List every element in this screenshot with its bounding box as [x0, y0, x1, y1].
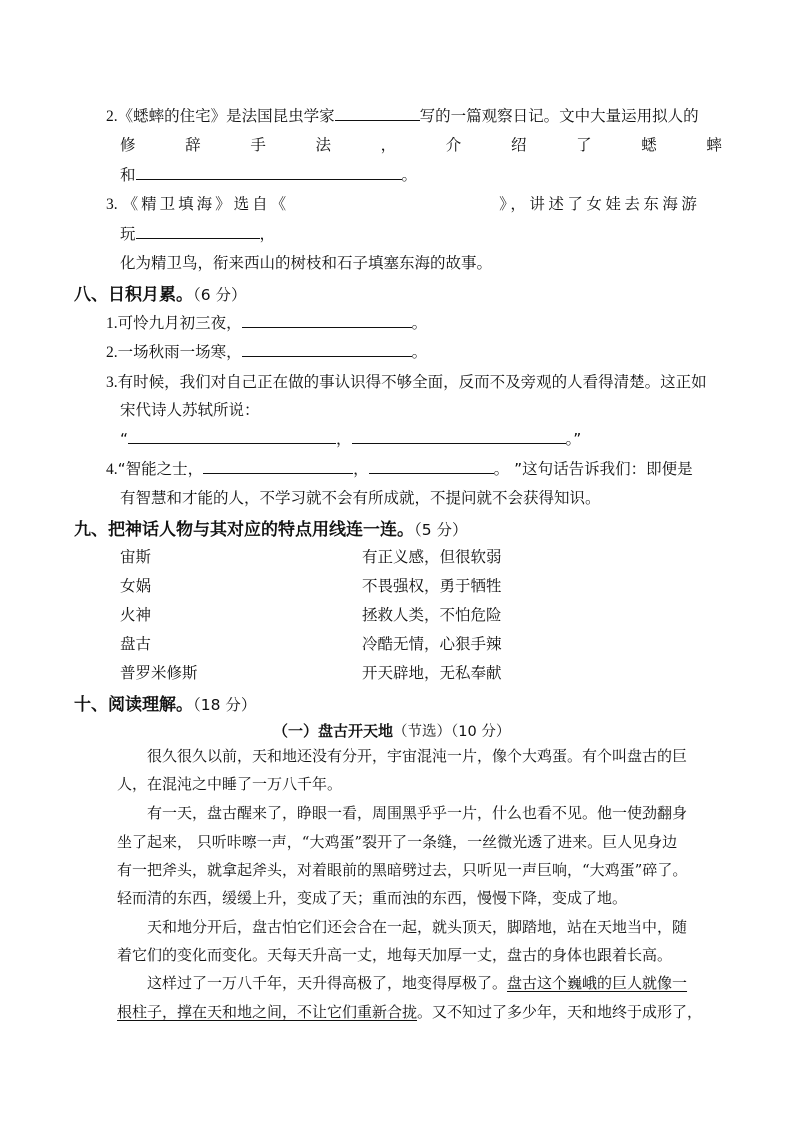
q7-item2-text-b: 写的一篇观察日记。文中大量运用拟人的 — [419, 107, 699, 125]
passage-line: 人，在混沌之中睡了一万八千年。 — [117, 775, 343, 793]
q9-left-item[interactable]: 宙斯 — [120, 548, 152, 566]
passage-line-9 — [147, 972, 687, 993]
q9-left-item[interactable]: 女娲 — [120, 577, 152, 595]
passage-line: 有一天，盘古醒来了，睁眼一看，周围黑乎乎一片，什么也看不见。他一使劲翻身 — [147, 804, 688, 822]
q10-heading — [74, 690, 256, 715]
q8-item4-close: 。 ”这句话告诉我们：即便是 — [493, 460, 693, 478]
passage-line: 轻而清的东西，缓缓上升，变成了天；重而浊的东西，慢慢下降，变成了地。 — [117, 889, 628, 907]
q7-item2-char: 介 — [445, 136, 462, 154]
passage-line-10 — [117, 1001, 702, 1022]
q7-item2-char: 了 — [576, 136, 592, 154]
q8-item1 — [106, 311, 427, 333]
q9-right-item[interactable]: 冷酷无情，心狠手辣 — [362, 635, 502, 653]
q7-item2-line3 — [120, 163, 417, 185]
q7-item2-line1 — [106, 104, 699, 126]
q8-heading — [74, 280, 247, 305]
passage-line: 着它们的变化而变化。天每天升高一丈，地每天加厚一丈，盘古的身体也跟着长高。 — [117, 946, 673, 964]
q7-item2-char: 绍 — [510, 136, 527, 154]
q10-passage-subtitle: （节选）（10 分） — [393, 724, 511, 740]
q9-right-item[interactable]: 开天辟地，无私奉献 — [362, 664, 502, 682]
q8-score: （6 分） — [193, 286, 247, 304]
q7-item2-blank-content[interactable] — [136, 165, 402, 180]
q7-item2-number: 2. — [106, 108, 118, 125]
q7-item3-text-b: 》，讲述了女娃去东海游 — [499, 195, 701, 213]
q8-title: 八、日积月累。 — [74, 285, 193, 305]
q10-passage-heading — [273, 720, 510, 741]
q7-item2-char: 蟀 — [706, 136, 722, 154]
q9-title: 九、把神话人物与其对应的特点用线连一连。 — [74, 520, 414, 540]
q8-item2-blank[interactable] — [242, 342, 412, 357]
q7-item2-text-a: 《蟋蟀的住宅》是法国昆虫学家 — [117, 107, 335, 125]
q7-item2-line2 — [120, 133, 722, 155]
q7-item3-number: 3. — [106, 196, 118, 213]
q8-item1-text: 可怜九月初三夜， — [117, 314, 242, 332]
q8-item3-comma: ， — [336, 430, 352, 448]
q10-score: （18 分） — [193, 696, 257, 714]
q8-item4-open: “智能之士， — [117, 460, 204, 478]
q8-item3-line2: 宋代诗人苏轼所说： — [120, 401, 260, 419]
q9-left-item[interactable]: 火神 — [120, 606, 152, 624]
passage-line-10-plain: 。又不知过了多少年，天和地终于成形了， — [417, 1003, 703, 1021]
q9-right-item[interactable]: 不畏强权，勇于牺牲 — [362, 577, 502, 595]
q9-left-item[interactable]: 盘古 — [120, 635, 152, 653]
passage-line: 坐了起来， 只听咔嚓一声，“大鸡蛋”裂开了一条缝，一丝微光透了进来。巨人见身边 — [117, 833, 678, 851]
q8-item2-text: 一场秋雨一场寒， — [117, 343, 242, 361]
q8-item1-number: 1. — [106, 315, 118, 332]
q9-score: （5 分） — [414, 521, 468, 539]
passage-line: 天和地分开后，盘古怕它们还会合在一起，就头顶天，脚踏地，站在天地当中，随 — [147, 918, 688, 936]
q8-item2-number: 2. — [106, 344, 118, 361]
passage-line-9-plain: 这样过了一万八千年，天升得高极了，地变得厚极了。 — [147, 974, 508, 992]
q8-item4-line1 — [106, 457, 693, 479]
q7-item3-text-a: 《精卫填海》选自《 — [122, 195, 290, 213]
q9-right-item[interactable]: 有正义感，但很软弱 — [362, 548, 502, 566]
q7-item2-char: 蟋 — [641, 136, 657, 154]
q7-item3-blank-event[interactable] — [136, 224, 260, 239]
passage-line: 有一把斧头，就拿起斧头，对着眼前的黑暗劈过去，只听见一声巨响，“大鸡蛋”碎了。 — [117, 861, 688, 879]
q8-item3-text: 有时候，我们对自己正在做的事认识得不够全面，反而不及旁观的人看得清楚。这正如 — [117, 373, 707, 391]
q9-right-item[interactable]: 拯救人类，不怕危险 — [362, 606, 502, 624]
q9-heading — [74, 515, 468, 540]
q8-item3-open-quote: “ — [120, 430, 129, 448]
q8-item4-blank-2[interactable] — [369, 459, 494, 474]
q8-item4-number: 4. — [106, 461, 118, 478]
q7-item2-char: 手 — [250, 136, 266, 154]
passage-line: 很久很久以前，天和地还没有分开，宇宙混沌一片，像个大鸡蛋。有个叫盘古的巨 — [147, 747, 688, 765]
q7-item3-line1 — [106, 192, 722, 214]
q8-item4-line2: 有智慧和才能的人，不学习就不会有所成就，不提问就不会获得知识。 — [120, 489, 601, 507]
q8-item3-blank-1[interactable] — [128, 429, 336, 444]
q8-item3-number: 3. — [106, 374, 118, 391]
q8-item3-line1 — [106, 370, 707, 392]
q7-item3-line3: 化为精卫鸟，衔来西山的树枝和石子填塞东海的故事。 — [120, 254, 493, 272]
q7-item2-char: 辞 — [185, 136, 201, 154]
q7-item2-char: ， — [380, 136, 397, 154]
q8-item1-blank[interactable] — [242, 313, 412, 328]
q8-item2 — [106, 340, 427, 362]
q7-item3-line2 — [120, 222, 275, 244]
q9-left-item[interactable]: 普罗米修斯 — [120, 664, 198, 682]
passage-underlined-sentence: 盘古这个巍峨的巨人就像一 — [507, 974, 688, 992]
q7-item3-comma: ， — [259, 225, 276, 243]
q8-item2-end: 。 — [411, 343, 428, 361]
q8-item3-close-quote: 。” — [565, 430, 582, 448]
passage-underlined-sentence: 根柱子，撑在天和地之间，不让它们重新合拢 — [117, 1003, 418, 1021]
q8-item4-blank-1[interactable] — [203, 459, 353, 474]
q7-item2-blank-author[interactable] — [335, 106, 420, 121]
q7-item2-and: 和 — [120, 166, 136, 184]
q7-item2-char: 修 — [120, 136, 136, 154]
q10-passage-title: （一）盘古开天地 — [273, 722, 394, 740]
q8-item3-line3 — [120, 427, 581, 449]
q8-item1-end: 。 — [411, 314, 428, 332]
q10-title: 十、阅读理解。 — [74, 695, 193, 715]
q7-item2-char: 法 — [315, 136, 331, 154]
q7-item3-text-c: 玩 — [120, 225, 136, 243]
q8-item4-comma: ， — [353, 460, 369, 478]
q8-item3-blank-2[interactable] — [352, 429, 566, 444]
q7-item2-end: 。 — [401, 166, 418, 184]
